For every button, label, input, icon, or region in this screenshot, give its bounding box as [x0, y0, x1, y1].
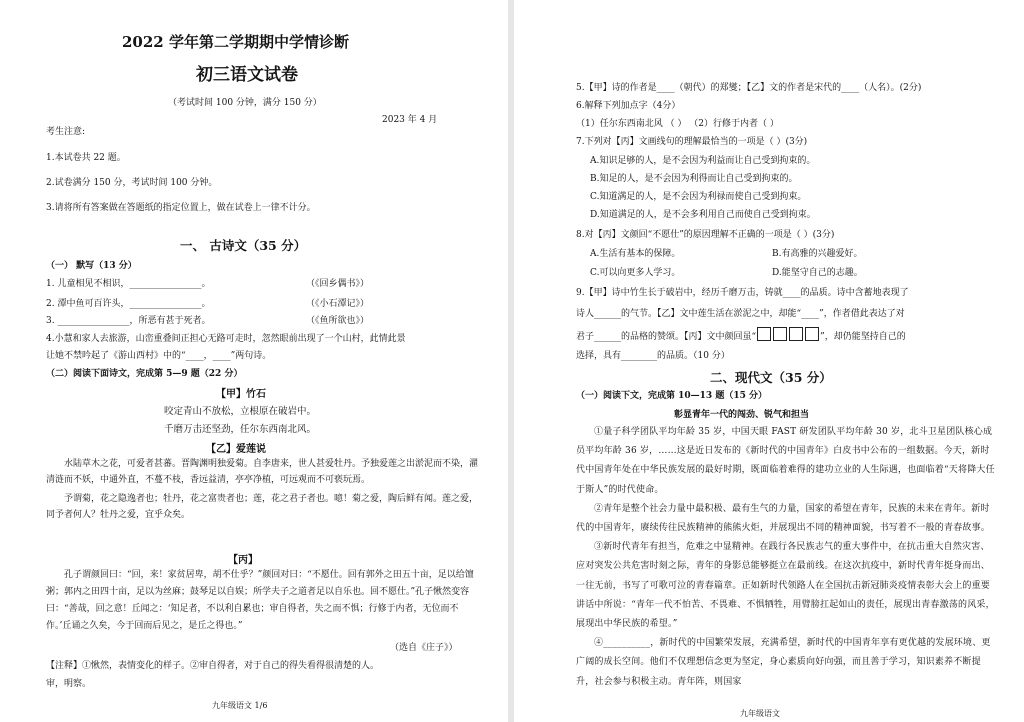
page-footer: 九年级语文 1/6: [212, 701, 268, 710]
answer-box: [805, 327, 819, 341]
exam-page-left: [0, 0, 508, 722]
text-body: [46, 567, 480, 635]
option: B.知足的人，是不会因为利得而让自己受到拘束的。: [590, 174, 798, 184]
question-9-text: 君子______的品格的赞颂。【丙】文中颜回虽“: [576, 332, 757, 342]
paragraph: ①量子科学团队平均年龄 35 岁，中国天眼 FAST 研发团队平均年龄 30 岁，北斗卫星团队核心成员平均年龄 36 岁，……这是近日发布的《新时代的中国青年》白皮书中公布的一组数据。今天，新时代中国青年处在中华民族发展的最好时期，既面临着难得的建功立业的人生际遇，也面临着“天将降大任于斯人”的时代使命。: [576, 427, 995, 495]
exam-info: （考试时间 100 分钟，满分 150 分）: [168, 98, 322, 108]
text-source: （选自《庄子》）: [390, 643, 458, 653]
question-9-line: 选择，具有________的品质。（10 分）: [576, 351, 730, 361]
question-9-line: 9.【甲】诗中竹生长于破岩中，经历千磨万击，铸就____的品质。诗中含蓄地表现了: [576, 288, 909, 298]
question-7: 7.下列对【丙】文画线句的理解最恰当的一项是（ ）(3分): [576, 137, 808, 147]
notice-item: 3.请将所有答案做在答题纸的指定位置上，做在试卷上一律不计分。: [46, 203, 316, 213]
part-heading: （二）阅读下面诗文，完成第 5—9 题（22 分）: [46, 369, 243, 379]
article-title: 彰显青年一代的闯劲、锐气和担当: [674, 410, 810, 420]
poem-line: 咬定青山不放松，立根原在破岩中。: [164, 406, 317, 417]
text-body: [46, 457, 480, 524]
paragraph: 孔子谓颜回曰：“回，来！家贫居卑，胡不仕乎？”颜回对曰：“不愿仕。回有郭外之田五十亩，足以给𫗴粥；郭内之田四十亩，足以为丝麻；鼓琴足以自娱；所学夫子之道者足以自乐也。回不愿仕。”孔子愀然变容曰：“善哉，回之意！丘闻之：‘知足者，不以利自累也；审自得者，失之而不惧；行修于内者，无位而不作。’丘诵之久矣，今于回而后见之，是丘之得也。”: [46, 570, 474, 631]
section-heading: 一、 古诗文（35 分）: [180, 238, 307, 253]
option: A.知识足够的人，是不会因为利益而让自己受到拘束的。: [590, 156, 816, 166]
dictation-question: 2. 潭中鱼可百许头，________________。: [46, 299, 211, 309]
option: A.生活有基本的保障。: [590, 249, 681, 259]
question-9-line: 诗人______的气节。【乙】文中莲生活在淤泥之中，却能“____”，作者借此表达了对: [576, 309, 905, 319]
dictation-question: 3. ________________，所恶有甚于死者。: [46, 316, 211, 326]
dictation-source: （《小石潭记》）: [306, 299, 370, 309]
paragraph: 予谓菊，花之隐逸者也；牡丹，花之富贵者也；莲，花之君子者也。噫！菊之爱，陶后鲜有闻。莲之爱，同予者何人？牡丹之爱，宜乎众矣。: [46, 494, 479, 521]
text-title: 【乙】爱莲说: [206, 444, 266, 455]
paragraph: 水陆草木之花，可爱者甚蕃。晋陶渊明独爱菊。自李唐来，世人甚爱牡丹。予独爱莲之出淤泥而不染，濯清涟而不妖，中通外直，不蔓不枝，香远益清，亭亭净植，可远观而不可亵玩焉。: [46, 459, 479, 485]
exam-date: 2023 年 4 月: [382, 115, 438, 125]
notes-line: 【注释】①愀然，表情变化的样子。②审自得者，对于自己的得失看得很清楚的人。: [46, 661, 380, 671]
paragraph: ④__________，新时代的中国繁荣发展，充满希望，新时代的中国青年享有更优越的发展环境、更广阔的成长空间。他们不仅理想信念更为坚定，身心素质向好向强，而且善于学习，知识素养不断提升，社会参与积极主动。青年阵，则国家: [576, 638, 991, 687]
notes-line: 审，明察。: [46, 679, 92, 689]
poem-line: 千磨万击还坚劲，任尔东西南北风。: [164, 424, 317, 435]
answer-box: [789, 327, 803, 341]
question-6: 6.解释下列加点字（4分）: [576, 101, 681, 111]
dictation-source: （《鱼所欲也》）: [306, 316, 370, 326]
dictation-question: 1. 儿童相见不相识，________________。: [46, 279, 211, 289]
paragraph: ③新时代青年有担当，危难之中显精神。在践行各民族志气的重大事件中，在抗击重大自然灾害、应对突发公共危害时刻之际，青年的身影总能够挺立在最前线。在这次抗疫中，新时代青年挺身而出、一往无前，书写了可歌可泣的青春篇章。正如新时代领路人在全国抗击新冠肺炎疫情表彰大会上的重要讲话中所说：“青年一代不怕苦、不畏难、不惧牺牲，用臂膀扛起如山的责任，展现出青春激荡的风采，展现出中华民族的希望。”: [576, 542, 995, 630]
poem-title: 【甲】竹石: [216, 389, 266, 400]
article-body: [576, 423, 996, 692]
answer-box: [773, 327, 787, 341]
notice-item: 1.本试卷共 22 题。: [46, 153, 126, 163]
question-6-items: （1）任尔东西南北风 （ ） （2）行修于内者（ ）: [576, 119, 779, 129]
question-5: 5.【甲】诗的作者是____（朝代）的郑燮；【乙】文的作者是宋代的____（人名）。(2分): [576, 83, 922, 93]
question-9-line: [576, 327, 906, 342]
question-8: 8.对【丙】文颜回“不愿仕”的原因理解不正确的一项是（ ）(3分): [576, 230, 835, 240]
answer-box: [757, 327, 771, 341]
notice-label: 考生注意:: [46, 127, 86, 137]
part-heading: （一） 默写（13 分）: [46, 261, 137, 271]
section-heading: 二、现代文（35 分）: [710, 370, 832, 385]
notice-item: 2.试卷满分 150 分，考试时间 100 分钟。: [46, 178, 218, 188]
option: B.有高雅的兴趣爱好。: [772, 249, 863, 259]
option: D.知道满足的人，是不会多利用自己而使自己受到拘束。: [590, 210, 816, 220]
exam-title: 2022 学年第二学期期中学情诊断: [122, 33, 349, 51]
paragraph: ②青年是整个社会力量中最积极、最有生气的力量，国家的希望在青年，民族的未来在青年。新时代的中国青年，赓续传往民族精神的熊熊火炬，并展现出不同的精神面貌，书写着不一般的青春故事。: [576, 503, 991, 534]
option: D.能坚守自己的志趣。: [772, 268, 863, 278]
question-4-line: 4.小慧和家人去旅游，山峦重叠间正担心无路可走时，忽然眼前出现了一个山村，此情此景: [46, 334, 406, 344]
option: C.知道满足的人，是不会因为利禄而使自己受到拘束。: [590, 192, 807, 202]
page-footer: 九年级语文: [736, 708, 784, 719]
question-9-text: ”，却仍能坚持自己的: [820, 332, 906, 342]
exam-page-right: [514, 0, 1024, 722]
part-heading: （一）阅读下文，完成第 10—13 题（15 分）: [576, 391, 767, 401]
dictation-source: （《回乡偶书》）: [306, 279, 370, 289]
question-4-line: 让她不禁吟起了《游山西村》中的“____，____”两句诗。: [46, 351, 272, 361]
text-title: 【丙】: [228, 555, 258, 566]
option: C.可以向更多人学习。: [590, 268, 681, 278]
exam-subtitle: 初三语文试卷: [196, 65, 298, 85]
